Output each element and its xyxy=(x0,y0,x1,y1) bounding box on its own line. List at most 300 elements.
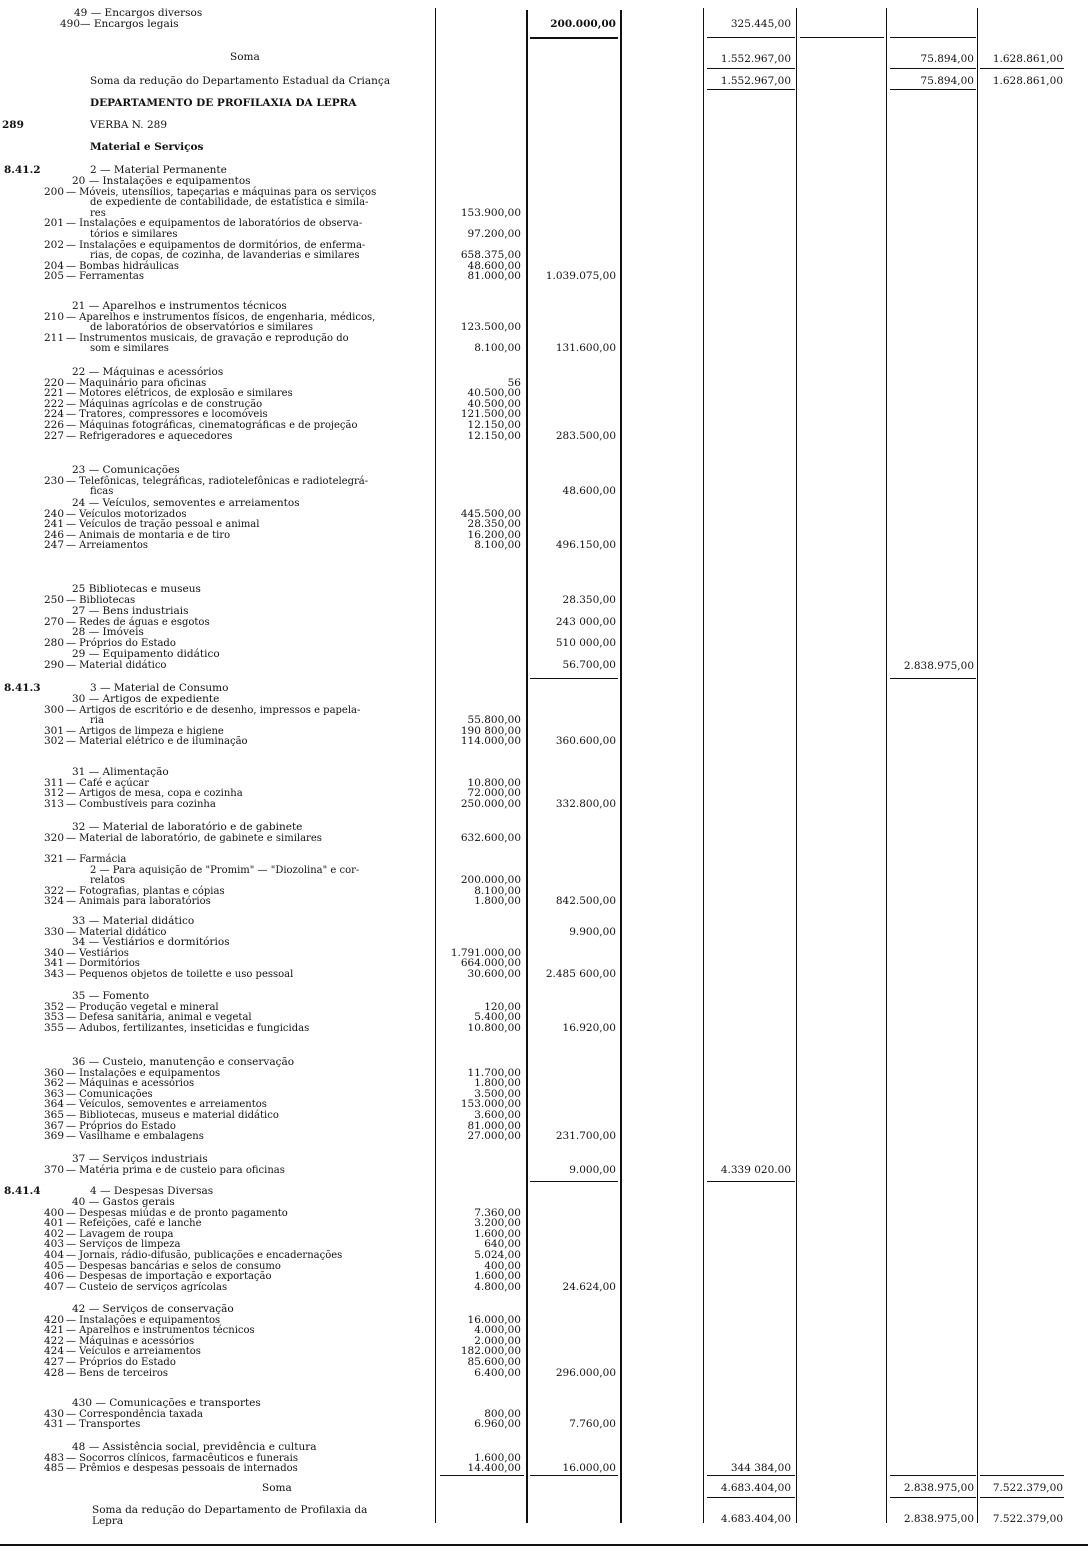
group-total: 7.760,00 xyxy=(569,1418,616,1431)
item-code: 360 xyxy=(43,1066,64,1079)
item-label: — Café e açúcar xyxy=(66,777,150,789)
sum-rule xyxy=(707,68,795,69)
item-value: 1.600,00 xyxy=(474,1227,521,1240)
total-material-consumo: 4.339 020.00 xyxy=(720,1164,791,1176)
item-label: som e similares xyxy=(90,343,169,355)
group-heading: 34 — Vestiários e dormitórios xyxy=(72,936,230,948)
soma-col6: 75.894,00 xyxy=(920,53,974,65)
top-group: 49 — Encargos diversos xyxy=(74,7,203,19)
item-label: — Farmácia xyxy=(66,854,127,865)
item-code: 210 xyxy=(43,310,64,323)
item-code: 320 xyxy=(43,831,64,844)
item-code: 280 xyxy=(43,636,64,649)
item-label: — Tratores, compressores e locomóveis xyxy=(66,409,268,421)
sum-rule xyxy=(890,1475,976,1476)
top-item-label: — Encargos legais xyxy=(80,18,179,30)
item-code: 420 xyxy=(43,1313,64,1326)
item-label: — Transportes xyxy=(66,1419,141,1431)
final-soma-col7: 7.522.379,00 xyxy=(992,1482,1063,1494)
item-value: 28.350,00 xyxy=(467,518,521,531)
sum-rule xyxy=(530,37,618,39)
group-heading: 28 — Imóveis xyxy=(72,626,144,638)
item-label: — Artigos de limpeza e higiene xyxy=(66,725,224,737)
item-value: 2.000,00 xyxy=(474,1334,521,1347)
item-label: — Veículos e arreiamentos xyxy=(66,1346,201,1358)
item-value: 10.800,00 xyxy=(467,776,521,789)
item-value: 3.500,00 xyxy=(474,1087,521,1100)
item-value: 250.000,00 xyxy=(460,797,521,810)
group-total: 9.000,00 xyxy=(569,1163,616,1176)
item-label: — Redes de águas e esgotos xyxy=(66,616,210,628)
item-label: — Prêmios e despesas pessoais de internados xyxy=(66,1463,298,1475)
item-label: — Próprios do Estado xyxy=(66,1357,176,1368)
column-rule xyxy=(620,10,622,1523)
item-code: 401 xyxy=(43,1217,64,1230)
item-value: 5.024,00 xyxy=(474,1249,521,1261)
sum-rule xyxy=(890,37,976,38)
group-total: 231.700,00 xyxy=(555,1130,616,1143)
group-heading: 42 — Serviços de conservação xyxy=(72,1303,234,1315)
item-label: — Veículos, semoventes e arreiamentos xyxy=(66,1099,267,1111)
item-label: de laboratórios de observatórios e similares xyxy=(90,322,313,334)
item-code: 301 xyxy=(43,724,64,737)
item-code: 427 xyxy=(43,1356,64,1368)
item-value: 81.000,00 xyxy=(467,270,521,283)
item-label: — Instalações e equipamentos xyxy=(66,1314,221,1326)
top-item-col4: 325.445,00 xyxy=(730,18,791,30)
item-value: 27.000,00 xyxy=(467,1130,521,1143)
department-title: DEPARTAMENTO DE PROFILAXIA DA LEPRA xyxy=(90,97,357,109)
item-label: — Bombas hidráulicas xyxy=(66,260,180,272)
top-item-col3: 200.000,00 xyxy=(550,18,616,30)
item-label: — Animais de montaria e de tiro xyxy=(66,529,231,541)
group-heading: 40 — Gastos gerais xyxy=(72,1196,175,1208)
item-value: 114.000,00 xyxy=(460,735,521,748)
item-label: ria xyxy=(90,715,104,727)
item-value: 800,00 xyxy=(484,1407,521,1420)
item-code: 313 xyxy=(43,797,64,810)
item-code: 201 xyxy=(43,217,64,230)
group-total: 842.500,00 xyxy=(555,895,616,908)
section-code: 8.41.2 xyxy=(4,164,41,176)
item-value: 72.000,00 xyxy=(467,787,521,800)
item-value: 81.000,00 xyxy=(467,1119,521,1132)
item-code: 403 xyxy=(43,1238,64,1251)
item-code: 430 xyxy=(43,1407,64,1420)
item-label: — Produção vegetal e mineral xyxy=(66,1001,219,1013)
item-label: — Máquinas e acessórios xyxy=(66,1335,195,1347)
item-value: 8.100,00 xyxy=(474,539,521,552)
item-value: 48.600,00 xyxy=(467,259,521,272)
sum-rule xyxy=(980,68,1064,69)
item-code: 211 xyxy=(43,331,64,344)
final-reducao-col6: 2.838.975,00 xyxy=(903,1513,974,1525)
item-label: — Instalações e equipamentos de laboratórios de observa- xyxy=(66,218,363,230)
group-heading: 430 — Comunicações e transportes xyxy=(72,1397,261,1409)
item-code: 300 xyxy=(43,703,64,716)
verba-label: VERBA N. 289 xyxy=(90,119,168,131)
item-value: 40.500,00 xyxy=(467,397,521,410)
soma-reducao-crianca-col6: 75.894,00 xyxy=(920,75,974,87)
item-label: — Instalações e equipamentos xyxy=(66,1067,221,1079)
item-code: 364 xyxy=(43,1098,64,1111)
section-code: 8.41.4 xyxy=(4,1185,41,1197)
item-label: ficas xyxy=(90,486,114,498)
item-label: — Aparelhos e instrumentos técnicos xyxy=(66,1325,255,1337)
item-label: — Dormitórios xyxy=(66,958,140,970)
item-code: 224 xyxy=(43,408,64,421)
group-heading: 35 — Fomento xyxy=(72,990,150,1002)
item-code: 270 xyxy=(43,615,64,628)
item-value: 12.150,00 xyxy=(467,429,521,442)
item-code: 421 xyxy=(43,1324,64,1337)
item-code: 330 xyxy=(43,925,64,938)
group-heading: 22 — Máquinas e acessórios xyxy=(72,366,224,378)
item-code: 220 xyxy=(43,376,64,389)
sum-rule xyxy=(980,1497,1064,1498)
item-label: — Artigos de mesa, copa e cozinha xyxy=(66,788,243,800)
item-code: 221 xyxy=(43,387,64,400)
item-label: — Combustíveis para cozinha xyxy=(66,798,216,810)
item-value: 200.000,00 xyxy=(460,874,521,887)
item-value: 121.500,00 xyxy=(460,408,521,421)
item-code: 370 xyxy=(43,1163,64,1176)
item-value: 1.600,00 xyxy=(474,1451,521,1464)
item-label: — Máquinas e acessórios xyxy=(66,1078,195,1090)
item-label: — Veículos de tração pessoal e animal xyxy=(66,519,260,531)
total-despesas-diversas: 344 384,00 xyxy=(730,1462,791,1474)
group-heading: 37 — Serviços industriais xyxy=(72,1153,208,1165)
sum-rule xyxy=(707,1497,795,1498)
item-label: — Despesas miúdas e de pronto pagamento xyxy=(66,1207,288,1219)
item-code: 202 xyxy=(43,238,64,251)
item-value: 445.500,00 xyxy=(460,507,521,520)
item-value: 182.000,00 xyxy=(460,1345,521,1358)
item-label: — Próprios do Estado xyxy=(66,637,176,649)
item-value: 1.600,00 xyxy=(474,1270,521,1283)
item-label: — Correspondência taxada xyxy=(66,1408,203,1420)
item-code: 365 xyxy=(43,1109,64,1121)
item-value: 153.900,00 xyxy=(460,206,521,219)
soma-reducao-crianca-label: Soma da redução do Departamento Estadual da Criança xyxy=(90,75,391,87)
group-total: 360.600,00 xyxy=(555,735,616,748)
item-label: — Refrigeradores e aquecedores xyxy=(66,430,233,442)
sum-rule xyxy=(707,1181,795,1182)
group-heading: 20 — Instalações e equipamentos xyxy=(72,175,251,187)
item-code: 353 xyxy=(43,1011,64,1024)
item-code: 407 xyxy=(43,1280,64,1293)
group-heading: 32 — Material de laboratório e de gabinete xyxy=(72,821,303,833)
sum-rule xyxy=(440,1475,524,1476)
item-label: relatos xyxy=(90,875,126,887)
item-code: 362 xyxy=(43,1077,64,1090)
item-label: — Lavagem de roupa xyxy=(66,1228,174,1240)
item-code: 485 xyxy=(43,1462,64,1475)
item-value: 6.400,00 xyxy=(474,1366,521,1379)
item-label: — Vestiários xyxy=(66,947,129,959)
section-title: 3 — Material de Consumo xyxy=(90,682,229,694)
top-item-code: 490 xyxy=(60,18,81,30)
item-code: 240 xyxy=(43,507,64,520)
item-label: — Vasilhame e embalagens xyxy=(66,1131,204,1143)
item-code: 322 xyxy=(43,884,64,897)
item-code: 321 xyxy=(43,853,64,865)
item-label: de expediente de contabilidade, de estatística e simila- xyxy=(90,197,369,209)
group-total: 131.600,00 xyxy=(555,342,616,355)
item-label: — Jornais, rádio-difusão, publicações e encadernações xyxy=(66,1250,343,1261)
section-title: 4 — Despesas Diversas xyxy=(90,1185,214,1197)
group-total: 16.000,00 xyxy=(562,1462,616,1475)
item-value: 6.960,00 xyxy=(474,1418,521,1431)
group-total: 332.800,00 xyxy=(555,797,616,810)
soma-label: Soma xyxy=(230,51,260,63)
page-bottom-rule xyxy=(0,1544,1088,1546)
group-heading: 27 — Bens industriais xyxy=(72,605,189,617)
item-label: — Socorros clínicos, farmacêuticos e funerais xyxy=(66,1452,298,1464)
item-code: 355 xyxy=(43,1021,64,1034)
section-code: 8.41.3 xyxy=(4,682,41,694)
item-code: 367 xyxy=(43,1119,64,1132)
soma-reducao-crianca-col7: 1.628.861,00 xyxy=(992,75,1063,87)
group-total: 9.900,00 xyxy=(569,925,616,938)
final-soma-col4: 4.683.404,00 xyxy=(720,1482,791,1494)
item-value: 97.200,00 xyxy=(467,228,521,240)
item-value: 16.200,00 xyxy=(467,528,521,541)
sum-rule xyxy=(530,1181,618,1182)
item-code: 324 xyxy=(43,895,64,908)
sum-rule xyxy=(890,678,976,679)
group-total: 24.624,00 xyxy=(562,1280,616,1293)
item-label: — Telefônicas, telegráficas, radiotelefônicas e radiotelegrá- xyxy=(66,475,369,487)
item-code: 404 xyxy=(43,1249,64,1261)
item-code: 290 xyxy=(43,658,64,671)
item-code: 341 xyxy=(43,957,64,970)
item-label: — Fotografias, plantas e cópias xyxy=(66,885,225,897)
group-heading: 36 — Custeio, manutenção e conservação xyxy=(72,1056,295,1068)
item-label: — Móveis, utensílios, tapeçarias e máquinas para os serviços xyxy=(66,186,377,198)
column-rule xyxy=(435,8,436,1523)
sum-rule xyxy=(707,1475,795,1476)
item-code: 369 xyxy=(43,1130,64,1143)
item-value: 664.000,00 xyxy=(460,957,521,970)
sum-rule xyxy=(530,678,618,679)
item-value: 153.000,00 xyxy=(460,1098,521,1111)
item-code: 428 xyxy=(43,1366,64,1379)
item-value: 4.800,00 xyxy=(474,1280,521,1293)
item-label: — Despesas bancárias e selos de consumo xyxy=(66,1260,281,1272)
item-code: 363 xyxy=(43,1087,64,1100)
sum-rule xyxy=(980,1475,1064,1476)
item-label: — Máquinas agrícolas e de construção xyxy=(66,398,263,410)
group-total: 28.350,00 xyxy=(562,593,616,606)
item-value: 1.800,00 xyxy=(474,1077,521,1090)
item-value: 10.800,00 xyxy=(467,1021,521,1034)
item-code: 483 xyxy=(43,1451,64,1464)
item-code: 424 xyxy=(43,1345,64,1358)
group-total: 283.500,00 xyxy=(555,429,616,442)
final-reducao-col4: 4.683.404,00 xyxy=(720,1513,791,1525)
soma-reducao-crianca-col4: 1.552.967,00 xyxy=(720,75,791,87)
item-label: — Despesas de importação e exportação xyxy=(66,1271,272,1283)
material-servicos-heading: Material e Serviços xyxy=(90,141,204,153)
group-heading: 48 — Assistência social, previdência e cultura xyxy=(72,1441,317,1453)
item-label: — Animais para laboratórios xyxy=(66,896,211,908)
item-value: 1.800,00 xyxy=(474,895,521,908)
item-label: — Bens de terceiros xyxy=(66,1367,169,1379)
item-code: 422 xyxy=(43,1334,64,1347)
item-label: — Adubos, fertilizantes, inseticidas e fungicidas xyxy=(66,1022,310,1034)
item-value: 4.000,00 xyxy=(474,1324,521,1337)
item-code: 205 xyxy=(43,270,64,283)
item-label: — Refeições, café e lanche xyxy=(66,1218,202,1230)
item-label: — Material didático xyxy=(66,659,167,671)
item-label: rias, de copas, de cozinha, de lavanderias e similares xyxy=(90,250,360,262)
column-rule xyxy=(977,8,978,1523)
group-heading: 23 — Comunicações xyxy=(72,464,180,476)
item-value: 640,00 xyxy=(484,1238,521,1251)
sum-rule xyxy=(530,1475,618,1476)
final-reducao-line2: Lepra xyxy=(92,1515,124,1527)
group-total: 496.150,00 xyxy=(555,539,616,552)
item-value: 632.600,00 xyxy=(460,831,521,844)
column-rule xyxy=(703,8,704,1523)
group-heading: 24 — Veículos, semoventes e arreiamentos xyxy=(72,497,300,509)
column-rule xyxy=(796,8,797,1523)
item-value: 3.600,00 xyxy=(474,1109,521,1121)
item-value: 12.150,00 xyxy=(467,419,521,431)
column-rule xyxy=(526,10,528,1523)
sum-rule xyxy=(800,37,884,38)
group-heading: 21 — Aparelhos e instrumentos técnicos xyxy=(72,300,287,312)
item-value: 190 800,00 xyxy=(460,724,521,737)
item-value: 40.500,00 xyxy=(467,387,521,400)
item-label: — Material didático xyxy=(66,926,167,938)
item-value: 123.500,00 xyxy=(460,321,521,334)
item-value: 400,00 xyxy=(484,1259,521,1272)
item-code: 230 xyxy=(43,474,64,487)
sum-rule xyxy=(707,89,795,90)
item-code: 247 xyxy=(43,539,64,552)
item-label: — Bibliotecas xyxy=(66,594,136,606)
item-label: 2 — Para aquisição de "Promim" — "Diozolina" e cor- xyxy=(90,864,360,876)
item-value: 120,00 xyxy=(484,1000,521,1013)
item-code: 406 xyxy=(43,1270,64,1283)
group-heading: 33 — Material didático xyxy=(72,915,195,927)
item-label: — Maquinário para oficinas xyxy=(66,377,207,389)
item-label: — Material de laboratório, de gabinete e similares xyxy=(66,832,322,844)
item-value: 3.200,00 xyxy=(474,1217,521,1230)
item-label: — Material elétrico e de iluminação xyxy=(66,736,248,748)
item-value: 1.791.000,00 xyxy=(450,946,521,959)
item-label: — Bibliotecas, museus e material didático xyxy=(66,1110,279,1121)
item-label: — Instrumentos musicais, de gravação e reprodução do xyxy=(66,332,349,344)
item-label: — Aparelhos e instrumentos físicos, de engenharia, médicos, xyxy=(66,311,376,323)
item-value: 658.375,00 xyxy=(460,249,521,262)
verba-code: 289 xyxy=(2,119,24,131)
item-value: 85.600,00 xyxy=(467,1356,521,1368)
sum-rule xyxy=(707,37,795,38)
final-reducao-col7: 7.522.379,00 xyxy=(992,1513,1063,1525)
item-value: 8.100,00 xyxy=(474,884,521,897)
item-label: — Defesa sanitária, animal e vegetal xyxy=(66,1012,252,1024)
group-total: 243 000,00 xyxy=(555,615,616,628)
item-code: 222 xyxy=(43,397,64,410)
item-value: 8.100,00 xyxy=(474,342,521,355)
item-label: — Arreiamentos xyxy=(66,540,149,552)
item-code: 402 xyxy=(43,1227,64,1240)
item-value: 30.600,00 xyxy=(467,967,521,980)
item-label: — Motores elétricos, de explosão e similares xyxy=(66,388,293,400)
group-heading: 25 Bibliotecas e museus xyxy=(72,583,201,595)
item-label: — Instalações e equipamentos de dormitórios, de enferma- xyxy=(66,239,366,251)
item-code: 246 xyxy=(43,528,64,541)
item-code: 400 xyxy=(43,1206,64,1219)
item-label: — Artigos de escritório e de desenho, impressos e papela- xyxy=(66,704,361,716)
item-label: — Veículos motorizados xyxy=(66,508,187,520)
item-label: — Ferramentas xyxy=(66,271,144,283)
item-label: — Próprios do Estado xyxy=(66,1120,176,1132)
item-value: 14.400,00 xyxy=(467,1462,521,1475)
item-label: res xyxy=(90,207,106,219)
group-total: 296.000,00 xyxy=(555,1366,616,1379)
item-label: — Custeio de serviços agrícolas xyxy=(66,1281,228,1293)
final-reducao-line1: Soma da redução do Departamento de Profilaxia da xyxy=(92,1504,368,1516)
item-code: 343 xyxy=(43,967,64,980)
group-total: 56.700,00 xyxy=(562,658,616,671)
item-code: 302 xyxy=(43,735,64,748)
item-code: 241 xyxy=(43,518,64,531)
item-value: 7.360,00 xyxy=(474,1206,521,1219)
total-material-permanente: 2.838.975,00 xyxy=(903,660,974,672)
item-label: — Matéria prima e de custeio para oficinas xyxy=(66,1164,285,1176)
item-label: tórios e similares xyxy=(90,229,178,240)
group-heading: 30 — Artigos de expediente xyxy=(72,693,220,705)
sum-rule xyxy=(890,68,976,69)
item-code: 352 xyxy=(43,1000,64,1013)
column-rule xyxy=(886,8,887,1523)
final-soma-label: Soma xyxy=(262,1482,292,1494)
sum-rule xyxy=(890,89,976,90)
item-code: 227 xyxy=(43,429,64,442)
item-code: 204 xyxy=(43,259,64,272)
sum-rule xyxy=(890,1497,976,1498)
section-title: 2 — Material Permanente xyxy=(90,164,227,176)
item-value: 11.700,00 xyxy=(467,1066,521,1079)
item-label: — Comunicações xyxy=(66,1088,153,1100)
group-total: 1.039.075,00 xyxy=(545,270,616,283)
item-value: 5.400,00 xyxy=(474,1011,521,1024)
group-total: 48.600,00 xyxy=(562,485,616,498)
group-total: 2.485 600,00 xyxy=(545,967,616,980)
group-total: 16.920,00 xyxy=(562,1021,616,1034)
item-value: 16.000,00 xyxy=(467,1313,521,1326)
item-code: 312 xyxy=(43,787,64,800)
group-total: 510 000,00 xyxy=(555,636,616,649)
item-code: 405 xyxy=(43,1259,64,1272)
item-code: 311 xyxy=(43,776,64,789)
item-value: 56 xyxy=(507,376,521,389)
item-label: — Máquinas fotográficas, cinematográficas e de projeção xyxy=(66,420,358,431)
item-code: 340 xyxy=(43,946,64,959)
item-code: 226 xyxy=(43,419,64,431)
item-value: 55.800,00 xyxy=(467,714,521,727)
soma-col4: 1.552.967,00 xyxy=(720,53,791,65)
group-heading: 31 — Alimentação xyxy=(72,766,169,778)
item-code: 250 xyxy=(43,593,64,606)
group-heading: 29 — Equipamento didático xyxy=(72,648,220,660)
soma-col7: 1.628.861,00 xyxy=(992,53,1063,65)
item-code: 431 xyxy=(43,1418,64,1431)
